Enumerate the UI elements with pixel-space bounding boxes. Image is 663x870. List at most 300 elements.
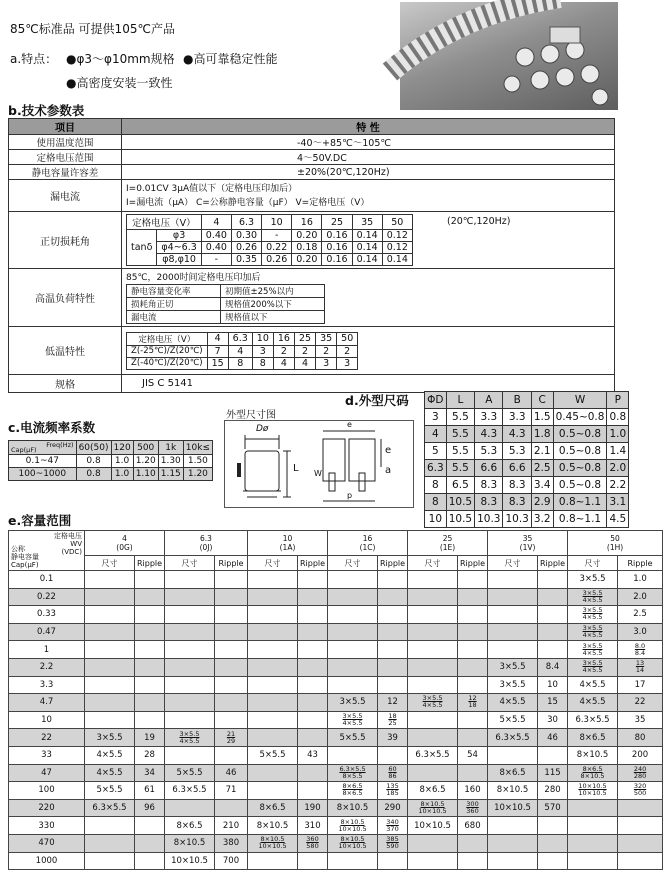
size-cell [488,817,538,835]
cap-row [9,799,663,817]
size-cell [248,623,298,641]
outline-e-label: e [347,420,352,429]
size-text: 8×10.5 [340,817,365,826]
low-cell: 2 [273,345,294,357]
dims-cell: 0.5~0.8 [553,477,607,494]
voltage-value: 50 [610,534,620,543]
size-cell [408,852,458,870]
capacity-table [8,530,663,870]
cap-row [9,817,663,835]
size-text: 10×10.5 [578,789,607,798]
ripple-cell [618,658,663,676]
cap-value: 33 [9,746,85,764]
size-cell [328,641,378,659]
size-text: 4×5.5 [582,613,603,622]
size-cell [408,834,458,852]
dims-head: ΦD [425,392,447,409]
ripple-cell: 43 [298,746,328,764]
voltage-value: 10 [282,534,293,543]
ripple-cell [538,746,568,764]
low-cell: 2 [337,345,358,357]
tan-cell: φ3 [157,230,201,242]
cap-value: 220 [9,799,85,817]
ripple-cell [215,711,248,729]
size-cell [85,623,135,641]
size-text: 4×5.5 [582,631,603,640]
dims-head: B [503,392,531,409]
size-cell [568,606,618,624]
ripple-cell [135,571,165,589]
dims-cell: 6.5 [446,477,474,494]
low-cell: 8 [228,357,252,369]
size-text: 4×5.5 [582,648,603,657]
size-text: 4×5.5 [342,719,363,728]
size-cell: 5×5.5 [248,746,298,764]
size-cell [165,799,215,817]
spec-table [8,118,615,393]
ripple-cell [215,658,248,676]
size-cell: 5×5.5 [165,764,215,782]
dims-cell: 3.4 [531,477,553,494]
dims-row [425,443,629,460]
size-cell [85,676,135,694]
ripple-cell [458,658,488,676]
low-table [126,332,358,370]
low-label: 低温特性 [9,327,122,375]
ripple-text: 12 [468,694,477,703]
voltage-code: (1E) [439,543,456,552]
cap-row [9,623,663,641]
cap-value: 0.47 [9,623,85,641]
ripple-text: 135 [386,782,399,791]
cap-value: 1 [9,641,85,659]
dims-cell: 8 [425,494,447,511]
voltage-header [85,531,165,556]
ripple-cell [378,782,408,800]
size-cell [165,571,215,589]
ripple-cell: 190 [298,799,328,817]
voltage-header [248,531,328,556]
load-cell: 损耗角正切 [127,298,221,311]
size-cell: 10×10.5 [165,852,215,870]
ripple-cell [135,711,165,729]
dims-cell: 0.8 [607,409,629,426]
ripple-cell [618,782,663,800]
outline-title: 外型尺寸图 [226,410,276,421]
freq-cell: 100~1000 [9,468,77,481]
size-cell [408,588,458,606]
voltage-code: (1H) [606,543,624,552]
ripple-cell [135,641,165,659]
size-text: 8×10.5 [260,835,285,844]
dims-cell: 3.3 [503,409,531,426]
ripple-cell [135,623,165,641]
corner-text: (VDC) [61,548,82,556]
size-cell [568,623,618,641]
dims-cell: 2.1 [531,443,553,460]
voltage-value: 6.3 [200,534,212,543]
ripple-cell [298,711,328,729]
ripple-cell: 46 [215,764,248,782]
low-head: 35 [316,332,337,345]
dims-cell: 4.3 [475,426,503,443]
ripple-cell [298,571,328,589]
ripple-cell [378,852,408,870]
size-cell: 8×10.5 [488,782,538,800]
size-cell [165,676,215,694]
freq-cell: 1.20 [183,468,212,481]
ripple-cell [618,764,663,782]
size-cell [165,588,215,606]
dims-cell: 0.5~0.8 [553,460,607,477]
dims-cell: 3.2 [531,511,553,528]
tan-head: 25 [322,215,352,230]
ripple-cell: 700 [215,852,248,870]
corner-text: 公称 [11,545,25,553]
size-text: 8×6.5 [582,764,603,773]
cap-title: e.容量范围 [8,513,72,528]
ripple-cell [135,694,165,712]
feature-1: ●φ3～φ10mm规格 [66,52,175,66]
load-table [126,284,325,324]
dims-cell: 2.9 [531,494,553,511]
size-cell [488,588,538,606]
ripple-cell [618,641,663,659]
dims-cell: 1.4 [607,443,629,460]
ripple-text: 8.0 [634,641,646,650]
tan-cell: 0.16 [322,242,352,254]
capacitor-reel-image [400,2,618,110]
size-cell [248,641,298,659]
ripple-cell [215,571,248,589]
dims-row [425,426,629,443]
size-cell: 6.3×5.5 [85,799,135,817]
cap-value: 2.2 [9,658,85,676]
freq-cell: 1.0 [111,468,133,481]
dims-row [425,494,629,511]
size-col-header: 尺寸 [408,556,458,571]
size-cell: 4×5.5 [568,694,618,712]
size-cell [408,694,458,712]
size-cell [568,641,618,659]
dims-cell: 3 [425,409,447,426]
tan-cell: φ8,φ10 [157,254,201,266]
size-cell: 8×10.5 [165,834,215,852]
spec-label: 定格电压范围 [9,150,122,165]
size-cell [408,658,458,676]
dims-cell: 5.5 [446,460,474,477]
size-cell: 6.3×5.5 [408,746,458,764]
ripple-cell [378,571,408,589]
ripple-cell: 54 [458,746,488,764]
low-cell: 4 [294,357,315,369]
size-cell [248,834,298,852]
freq-corner-bottom: Cap(μF) [11,446,37,454]
leak-label: 漏电流 [9,180,122,212]
freq-table [8,440,213,481]
cap-value: 22 [9,729,85,747]
size-col-header: 尺寸 [568,556,618,571]
dims-cell: 5 [425,443,447,460]
ripple-cell [458,834,488,852]
freq-cell: 1.50 [183,455,212,468]
size-cell [408,623,458,641]
dims-cell: 2.5 [531,460,553,477]
ripple-cell [378,834,408,852]
dims-cell: 2.0 [607,460,629,477]
low-cell: 8 [252,357,273,369]
size-cell: 3×5.5 [328,694,378,712]
ripple-cell [618,817,663,835]
spec-col-item: 项目 [9,119,122,135]
cap-value: 47 [9,764,85,782]
low-cell: 4 [228,345,252,357]
cap-corner [9,531,85,571]
polarity-mark [237,463,241,477]
cap-row [9,641,663,659]
spec-value: 4～50V.DC [122,150,615,165]
std-label: 规格 [9,375,122,393]
tan-cell: 0.35 [231,254,261,266]
size-text: 10×10.5 [338,824,367,833]
ripple-cell [618,834,663,852]
ripple-cell [298,623,328,641]
dims-row [425,511,629,528]
voltage-code: (1C) [359,543,376,552]
ripple-cell: 2.5 [618,606,663,624]
ripple-cell: 71 [215,782,248,800]
ripple-cell [538,588,568,606]
cap-value: 3.3 [9,676,85,694]
ripple-cell [538,834,568,852]
tan-cell: 0.14 [382,254,412,266]
std-value: JIS C 5141 [122,375,615,393]
ripple-cell [378,658,408,676]
size-col-header: 尺寸 [248,556,298,571]
size-cell [85,606,135,624]
ripple-cell: 30 [538,711,568,729]
low-head: 4 [207,332,228,345]
freq-head: 500 [133,441,158,455]
ripple-text: 385 [386,835,399,844]
dims-head: C [531,392,553,409]
dims-cell: 10.3 [503,511,531,528]
spec-title: b.技术参数表 [8,103,85,118]
spec-label: 使用温度范围 [9,135,122,150]
cap-row [9,676,663,694]
tan-cell: 0.16 [322,254,352,266]
size-cell [568,588,618,606]
ripple-text: 360 [306,835,319,844]
size-cell: 8×6.5 [568,729,618,747]
ripple-cell: 160 [458,782,488,800]
cap-row [9,746,663,764]
ripple-text: 240 [633,764,647,773]
ripple-cell [298,606,328,624]
size-cell [488,606,538,624]
cap-row [9,571,663,589]
size-cell: 6.3×5.5 [488,729,538,747]
ripple-text: 320 [633,782,647,791]
outline-a-label: a [385,465,392,476]
tan-cell: 0.20 [292,230,322,242]
ripple-cell: 34 [135,764,165,782]
ripple-text: 360 [466,807,479,816]
ripple-col-header: Ripple [618,556,663,571]
size-text: 4×5.5 [582,595,603,604]
ripple-cell [378,676,408,694]
cap-row [9,782,663,800]
ripple-col-header: Ripple [458,556,488,571]
cap-value: 0.22 [9,588,85,606]
tan-head: 35 [352,215,382,230]
tan-cell: 0.40 [201,230,231,242]
load-cell: 规格值以下 [221,311,325,324]
ripple-cell [215,676,248,694]
size-cell [408,729,458,747]
size-text: 10×10.5 [418,807,447,816]
ripple-cell [298,764,328,782]
tan-cell: - [201,254,231,266]
freq-title: c.电流频率系数 [8,420,96,435]
size-col-header: 尺寸 [85,556,135,571]
ripple-cell: 1.0 [618,571,663,589]
cap-row [9,694,663,712]
freq-corner-top: Freq(Hz) [46,441,74,449]
ripple-cell [298,676,328,694]
size-text: 3×5.5 [582,641,603,650]
size-cell: 5×5.5 [85,782,135,800]
dims-cell: 5.5 [446,426,474,443]
size-text: 3×5.5 [179,729,200,738]
freq-cell: 1.15 [158,468,183,481]
tan-head: 16 [292,215,322,230]
size-col-header: 尺寸 [328,556,378,571]
size-cell [248,782,298,800]
size-text: 6.3×5.5 [339,764,366,773]
ripple-cell [378,746,408,764]
size-cell [568,764,618,782]
dims-row [425,409,629,426]
voltage-header [328,531,408,556]
ripple-cell [215,729,248,747]
ripple-cell [458,571,488,589]
tan-head: 6.3 [231,215,261,230]
size-cell [248,658,298,676]
size-cell [568,852,618,870]
freq-cell: 0.8 [76,455,111,468]
size-cell: 4×5.5 [85,764,135,782]
dims-cell: 0.45~0.8 [553,409,607,426]
size-col-header: 尺寸 [488,556,538,571]
tan-cell: 0.14 [352,254,382,266]
ripple-text: 8.4 [634,648,646,657]
size-text: 3×5.5 [342,712,363,721]
ripple-cell [458,799,488,817]
ripple-cell: 61 [135,782,165,800]
ripple-cell [458,729,488,747]
dims-cell: 8.3 [503,477,531,494]
size-text: 8×10.5 [580,771,605,780]
tan-cell: 0.20 [292,254,322,266]
outline-e-side-label: e [385,445,392,456]
ripple-text: 21 [226,729,236,738]
ripple-cell [458,588,488,606]
ripple-cell [215,606,248,624]
cap-value: 1000 [9,852,85,870]
ripple-text: 580 [306,842,319,851]
spec-value: ±20%(20℃,120Hz) [122,165,615,180]
dims-cell: 1.0 [607,426,629,443]
ripple-cell: 200 [618,746,663,764]
cap-row [9,588,663,606]
ripple-text: 13 [635,659,645,668]
low-cell: Z(-40℃)/Z(20℃) [127,357,208,369]
cap-value: 0.1 [9,571,85,589]
ripple-cell [135,658,165,676]
ripple-cell [298,588,328,606]
ripple-cell [538,852,568,870]
freq-head: 10k≤ [183,441,212,455]
ripple-cell: 680 [458,817,488,835]
size-cell [568,782,618,800]
tan-cell: - [262,230,292,242]
ripple-text: 185 [386,789,399,798]
size-cell [488,623,538,641]
ripple-cell [135,676,165,694]
tan-table [126,214,413,266]
tan-cell: φ4~6.3 [157,242,201,254]
ripple-cell: 80 [618,729,663,747]
features-label: a.特点： [10,52,58,66]
tan-head: 50 [382,215,412,230]
size-cell [488,746,538,764]
size-cell [408,764,458,782]
ripple-cell [538,623,568,641]
dims-cell: 0.8~1.1 [553,494,607,511]
ripple-cell [378,606,408,624]
leak-line-1: I=0.01CV 3μA值以下（定格电压印加后） [126,183,298,194]
size-cell: 3×5.5 [85,729,135,747]
dims-cell: 3.1 [607,494,629,511]
ripple-cell [378,641,408,659]
size-cell [328,746,378,764]
size-cell [328,764,378,782]
voltage-value: 35 [522,534,533,543]
ripple-cell [215,694,248,712]
ripple-cell [135,588,165,606]
size-text: 3×5.5 [582,606,603,615]
size-cell [488,641,538,659]
product-photo [400,2,618,110]
freq-cell: 1.10 [133,468,158,481]
size-cell [568,834,618,852]
dims-title: d.外型尺码 [345,393,409,408]
size-text: 8×6.5 [342,789,363,798]
ripple-text: 500 [633,789,647,798]
load-cell: 静电容量变化率 [127,285,221,298]
voltage-value: 16 [362,534,373,543]
tan-label: 正切损耗角 [9,212,122,269]
ripple-cell: 19 [135,729,165,747]
outline-l-label: L [293,463,299,474]
load-label: 高温负荷特性 [9,269,122,327]
dims-cell: 8 [425,477,447,494]
tan-note: (20℃,120Hz) [447,216,511,227]
size-cell [408,606,458,624]
cap-value: 0.33 [9,606,85,624]
size-cell [165,606,215,624]
